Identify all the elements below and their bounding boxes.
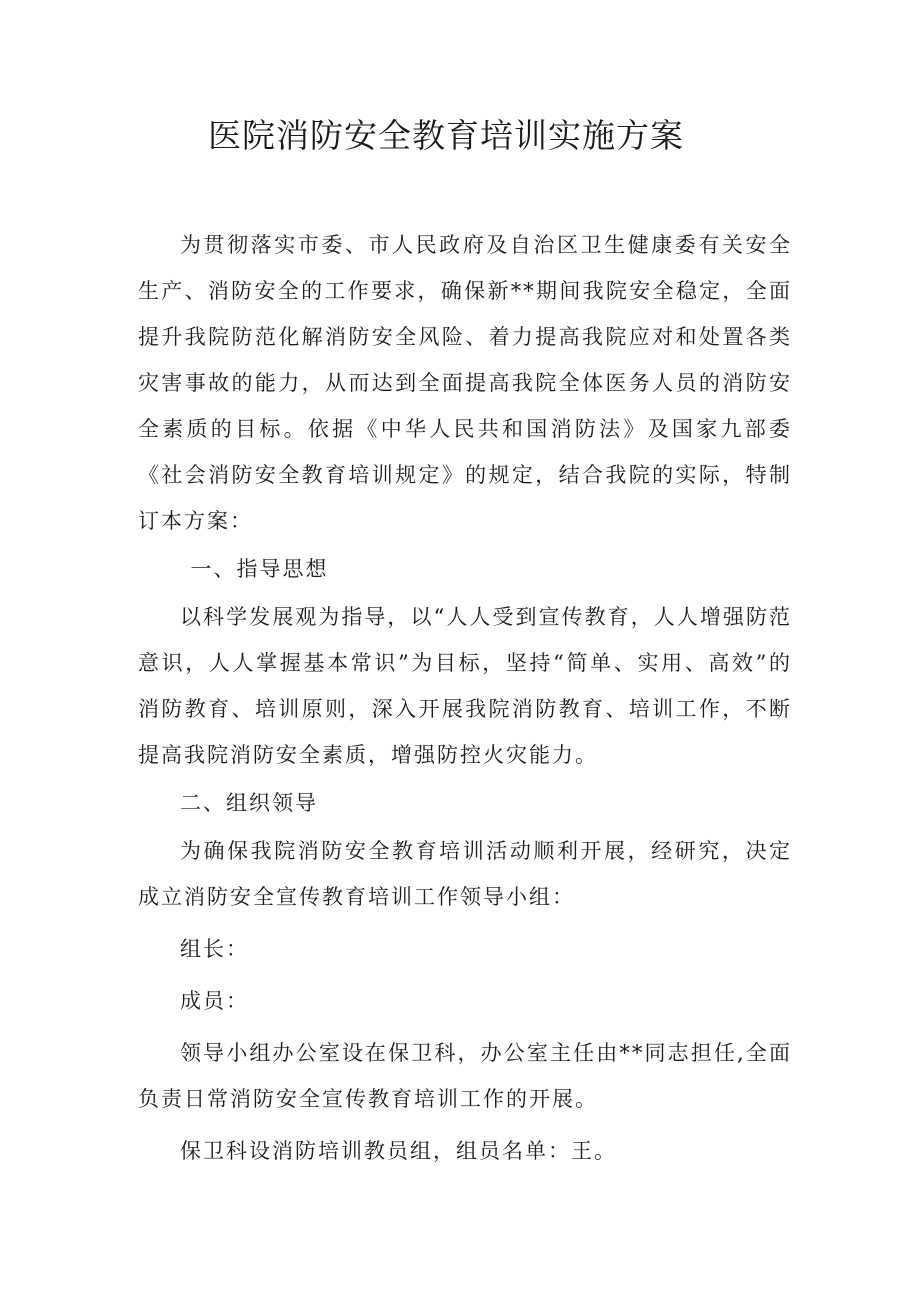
document-title: 医院消防安全教育培训实施方案	[208, 116, 684, 155]
intro-paragraph: 为贯彻落实市委、市人民政府及自治区卫生健康委有关安全生产、消防安全的工作要求，确保新**期间我院安全稳定，全面提升我院防范化解消防安全风险、着力提高我院应对和处置各类灾害事故的能力，从而达到全面提高我院全体医务人员的消防安全素质的目标。依据《中华人民共和国消防法》及国家九部委《社会消防安全教育培训规定》的规定，结合我院的实际，特制订本方案：	[138, 233, 792, 533]
members-line: 成员：	[180, 989, 249, 1013]
office-paragraph: 领导小组办公室设在保卫科，办公室主任由**同志担任,全面负责日常消防安全宣传教育培训工作的开展。	[138, 1041, 792, 1111]
document-body	[138, 222, 792, 1174]
guiding-paragraph: 以科学发展观为指导，以“人人受到宣传教育，人人增强防范意识，人人掌握基本常识”为目标，坚持“简单、实用、高效”的消防教育、培训原则，深入开展我院消防教育、培训工作，不断提高我院消防安全素质，增强防控火灾能力。	[138, 605, 792, 767]
section-heading-organization: 二、组织领导	[180, 791, 318, 815]
section-heading-guiding: 一、指导思想	[190, 557, 329, 581]
trainers-paragraph: 保卫科设消防培训教员组，组员名单：王。	[180, 1139, 617, 1163]
leader-line: 组长：	[180, 937, 249, 961]
organization-paragraph: 为确保我院消防安全教育培训活动顺利开展，经研究，决定成立消防安全宣传教育培训工作领导小组：	[138, 839, 792, 909]
